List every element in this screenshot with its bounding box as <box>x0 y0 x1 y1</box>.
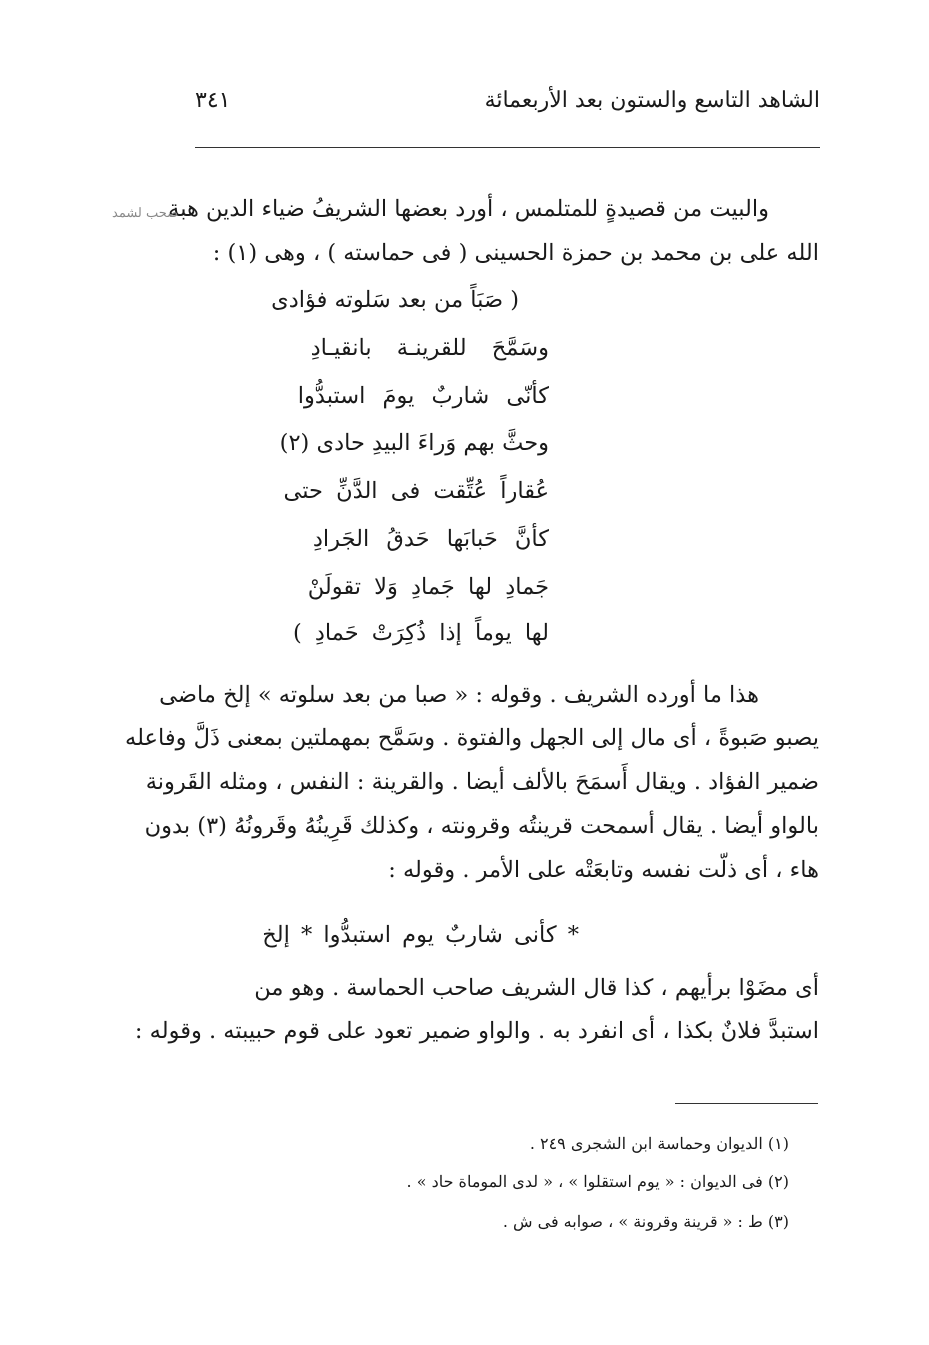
quoted-verse: * كأنى شاربٌ يوم استبدُّوا * إلخ <box>262 922 579 948</box>
commentary-line: يصبو صَبوةً ، أى مال إلى الجهل والفتوة . وسَمَّح بمهملتين بمعنى ذَلَّ وفاعله <box>125 725 819 751</box>
running-head: الشاهد التاسع والستون بعد الأربعمائة <box>484 88 820 113</box>
poem-line: جَمادِ لها جَمادِ وَلا تقولَنْ <box>307 574 549 600</box>
page-header <box>195 88 820 128</box>
poem-line: كأنَّ حَبابَها حَدقُ الجَرادِ <box>312 526 549 552</box>
poem-line: ( صَبَاً من بعد سَلوته فؤادى <box>271 287 519 313</box>
header-rule <box>195 147 820 148</box>
footnote-rule <box>675 1103 818 1104</box>
poem-line: كأنّى شاربٌ يومَ استبدُّوا <box>297 383 549 409</box>
commentary-line: ضمير الفؤاد . ويقال أَسمَحَ بالألف أيضا . والقرينة : النفس ، ومثله القَرونة <box>145 769 819 795</box>
footnote: (٢) فى الديوان : « يوم استقلوا » ، « لدى الموماة حاد » . <box>406 1172 789 1191</box>
page-number: ٣٤١ <box>195 88 231 113</box>
poem-line: لها يوماً إذا ذُكِرَتْ حَمادِ ) <box>292 620 549 646</box>
poem-line: عُقاراً عُتِّقت فى الدَّنِّ حتى <box>283 478 549 504</box>
poem-line: وحثَّ بهم وَراءَ البيدِ حادى (٢) <box>279 430 549 456</box>
commentary-line: هذا ما أورده الشريف . وقوله : « صبا من بعد سلوته » إلخ ماضى <box>159 682 759 708</box>
commentary-line: هاء ، أى ذلّت نفسه وتابعَتْه على الأمر . وقوله : <box>388 857 819 883</box>
intro-line-2: الله على بن محمد بن حمزة الحسينى ( فى حماسته ) ، وهى (١) : <box>212 240 819 266</box>
intro-line-1: والبيت من قصيدةٍ للمتلمس ، أورد بعضها الشريفُ ضياء الدين هبة <box>168 196 769 222</box>
footnote: (١) الديوان وحماسة ابن الشجرى ٢٤٩ . <box>529 1134 789 1153</box>
poem-line: وسَمَّحَ للقرينـة بانقيـادِ <box>310 335 549 361</box>
footnote: (٣) ط : « قرينة وقرونة » ، صوابه فى ش . <box>502 1212 789 1231</box>
commentary-line: أى مضَوْا برأيهم ، كذا قال الشريف صاحب الحماسة . وهو من <box>254 975 819 1001</box>
commentary-line: بالواو أيضا . يقال أسمحت قرينتُه وقرونته ، وكذلك قَرِينُهُ وقَرونُهُ (٣) بدون <box>144 813 819 839</box>
marginal-note: صحب لشمد <box>112 206 179 221</box>
commentary-line: استبدَّ فلانٌ بكذا ، أى انفرد به . والواو ضمير تعود على قوم حبيبته . وقوله : <box>134 1018 819 1044</box>
